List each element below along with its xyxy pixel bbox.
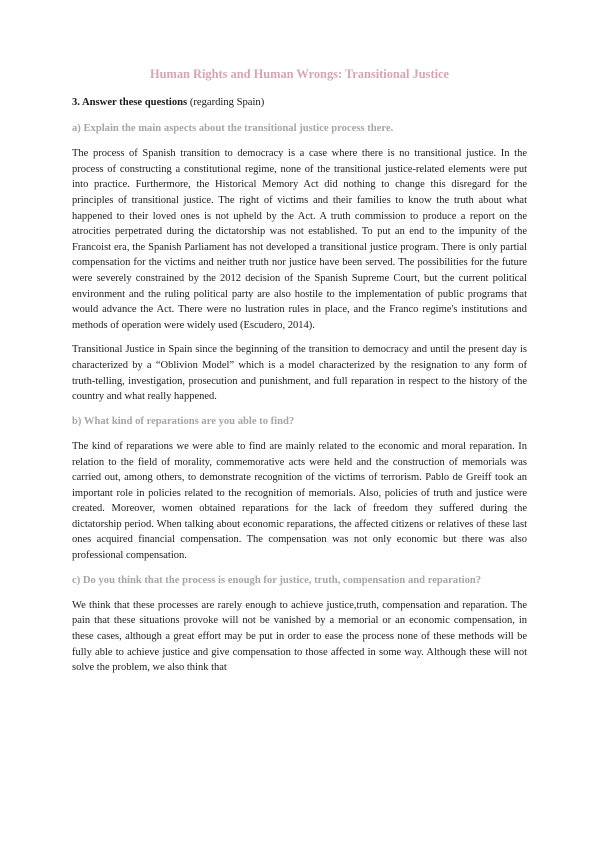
answer-b-paragraph-1: The kind of reparations we were able to find are mainly related to the economic and moral reparation. In relation to the field of morality, commemorative acts were held and the construction of memorials was carried out, among others, to demonstrate recognition of the victims of terrorism. Pablo de Greiff took an important role in policies related to the recognition of memorials. Also, policies of truth and justice were created. Moreover, women obtained reparations for the lack of freedom they suffered during the dictatorship period. When talking about economic reparations, the affected citizens or relatives of these last ones acquired financial compensation. The compensation was not only economic but there was also professional compensation.: [72, 440, 527, 562]
section-number-label: 3. Answer these questions: [72, 97, 188, 108]
answer-a-paragraph-1: The process of Spanish transition to democracy is a case where there is no transitional justice. In the process of constructing a constitutional regime, none of the transitional justice-related elements were put into practice. Furthermore, the Historical Memory Act did nothing to change this disregard for the principles of transitional justice. The right of victims and their families to know the truth about what happened to their loved ones is not upheld by the Act. A truth commission to produce a report on the atrocities perpetrated during the dictatorship was not established. To put an end to the impunity of the Francoist era, the Spanish Parliament has not developed a transitional justice program. There is only partial compensation for the victims and neither truth nor justice have been served. The possibilities for the future were severely constrained by the 2012 decision of the Spanish Supreme Court, but the current political environment and the ruling political party are also hostile to the implementation of public programs that would advance the Act. There were no lustration rules in place, and the Franco regime's institutions and methods of operation were widely used (Escudero, 2014).: [72, 148, 527, 331]
answer-a-paragraph-2: Transitional Justice in Spain since the beginning of the transition to democracy and until the present day is characterized by a “Oblivion Model” which is a model characterized by the resignation to any form of truth-telling, investigation, prosecution and punishment, and full reparation in respect to the history of the country and what really happened.: [72, 344, 527, 403]
section-heading: [72, 96, 527, 110]
question-b-heading: b) What kind of reparations are you able to find?: [72, 415, 295, 427]
question-a-heading: a) Explain the main aspects about the transitional justice process there.: [72, 123, 394, 134]
answer-c-paragraph-1: We think that these processes are rarely enough to achieve justice,truth, compensation and reparation. The pain that these situations provoke will not be vanished by a memorial or an economic compensation, in these cases, although a great effort may be put in order to ease the process none of these methods will be fully able to achieve justice and give compensation to those affected in some way. Although these will not solve the problem, we also think that: [72, 599, 527, 674]
question-c-heading: c) Do you think that the process is enough for justice, truth, compensation and reparation?: [72, 574, 482, 586]
document-title: Human Rights and Human Wrongs: Transitional Justice: [149, 67, 450, 81]
document-page: [72, 66, 527, 685]
section-qualifier: (regarding Spain): [187, 97, 265, 108]
